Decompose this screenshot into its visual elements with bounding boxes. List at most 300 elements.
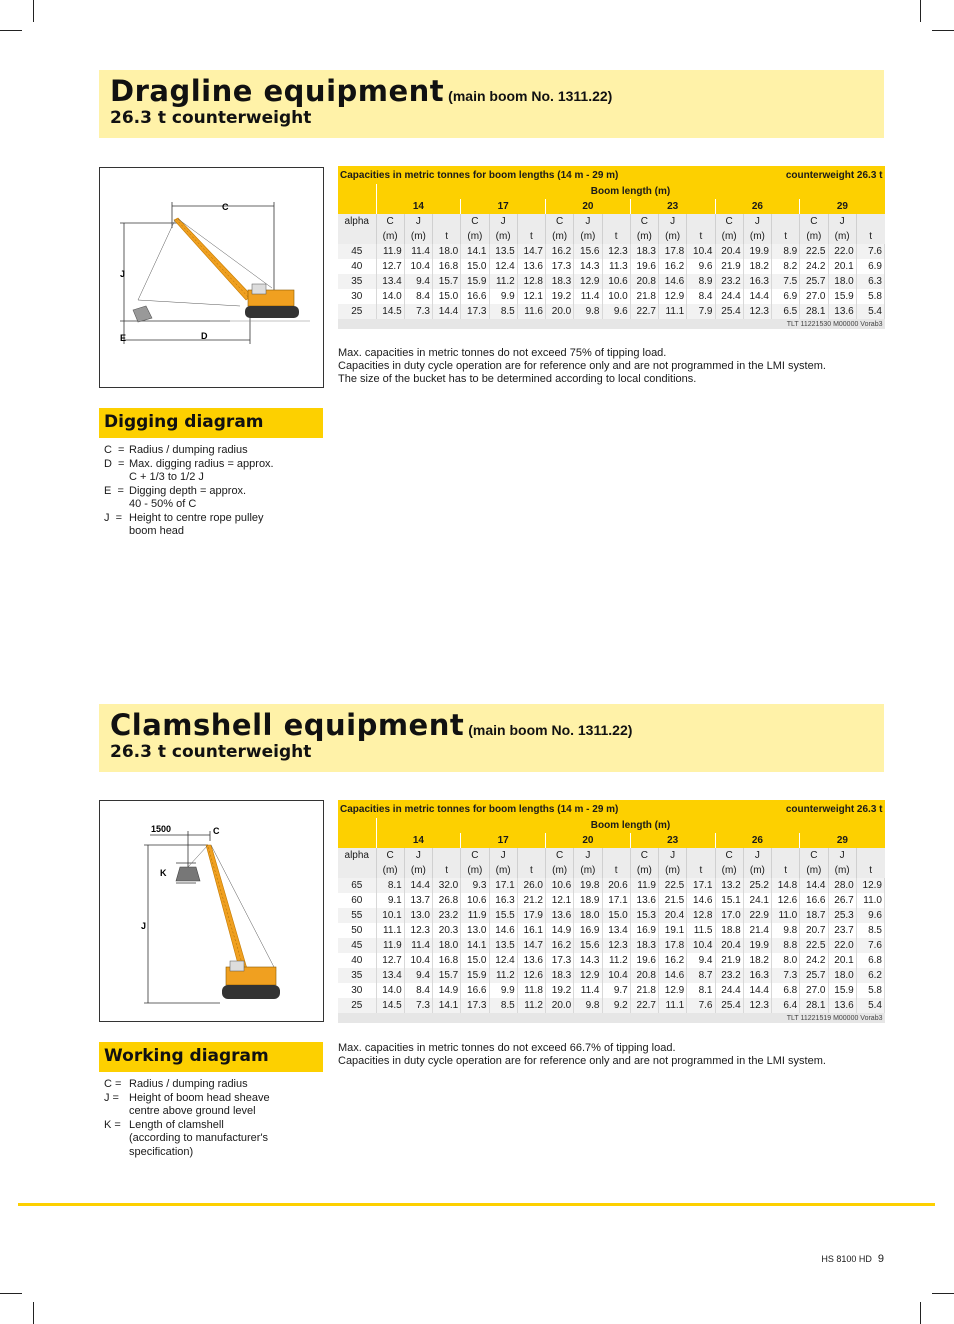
- table-cell: 18.3: [630, 938, 658, 953]
- note-line: Capacities in duty cycle operation are for reference only and are not programmed in the LMI system.: [338, 360, 826, 372]
- table-cell: 25.7: [800, 968, 828, 983]
- table-cell: 6.8: [772, 983, 800, 998]
- table-cell: 6.9: [856, 259, 884, 274]
- legend-key: [104, 525, 129, 539]
- table-cell: 8.4: [687, 289, 715, 304]
- label-c: C: [213, 826, 220, 836]
- legend-text: Radius / dumping radius: [129, 1078, 248, 1090]
- table-cell: 11.9: [630, 878, 658, 893]
- label-c: C: [222, 202, 229, 212]
- dragline-notes: [338, 347, 826, 386]
- table-cell: 11.0: [856, 893, 884, 908]
- clamshell-crane-illustration: [100, 801, 323, 1021]
- table-cell: 16.6: [461, 983, 489, 998]
- table-cell: 23.2: [715, 968, 743, 983]
- empty-cell: [338, 818, 376, 833]
- table-cell: 24.1: [743, 893, 771, 908]
- table-row: [338, 244, 885, 259]
- table-cell: 16.2: [659, 259, 687, 274]
- table-row: [338, 893, 885, 908]
- unit-label: (m): [800, 863, 828, 878]
- column-label: J: [828, 848, 856, 863]
- table-cell: 22.5: [800, 244, 828, 259]
- table-cell: 28.1: [800, 998, 828, 1013]
- table-cell: 14.5: [376, 998, 404, 1013]
- legend-key: [104, 1132, 129, 1146]
- unit-label: (m): [489, 229, 517, 244]
- table-cell: 28.1: [800, 304, 828, 319]
- unit-label: t: [602, 229, 630, 244]
- table-cell: 18.2: [743, 259, 771, 274]
- table-cell: 12.4: [489, 259, 517, 274]
- unit-label: (m): [715, 863, 743, 878]
- column-label: [433, 848, 461, 863]
- unit-label: t: [687, 863, 715, 878]
- table-cell: 21.8: [630, 289, 658, 304]
- table-cell: 13.0: [404, 908, 432, 923]
- table-cell: 14.1: [433, 998, 461, 1013]
- unit-label: t: [517, 863, 545, 878]
- table-cell: 10.6: [461, 893, 489, 908]
- unit-label: t: [856, 229, 884, 244]
- table-cell: 14.9: [546, 923, 574, 938]
- table-row: [338, 304, 885, 319]
- table-cell: 11.9: [376, 244, 404, 259]
- table-cell: 9.2: [602, 998, 630, 1013]
- table-cell: 6.9: [772, 289, 800, 304]
- table-cell: 6.5: [772, 304, 800, 319]
- table-cell: 14.4: [743, 983, 771, 998]
- clamshell-banner: [99, 704, 884, 772]
- column-label: C: [461, 214, 489, 229]
- table-cell: 19.9: [743, 244, 771, 259]
- note-line: Max. capacities in metric tonnes do not exceed 66.7% of tipping load.: [338, 1042, 676, 1054]
- table-cell: 24.2: [800, 259, 828, 274]
- table-cell: 21.9: [715, 259, 743, 274]
- column-label: J: [743, 214, 771, 229]
- table-row: [338, 953, 885, 968]
- table-cell: 17.1: [687, 878, 715, 893]
- table-cell: 13.6: [546, 908, 574, 923]
- unit-label: t: [772, 229, 800, 244]
- label-j: J: [141, 921, 147, 931]
- table-cell: 12.3: [743, 998, 771, 1013]
- table-cell: 14.0: [376, 983, 404, 998]
- unit-label: (m): [461, 229, 489, 244]
- boom-lengths-row: [338, 833, 885, 848]
- table-cell: 9.1: [376, 893, 404, 908]
- column-label: [602, 214, 630, 229]
- table-row: [338, 908, 885, 923]
- column-label: J: [489, 214, 517, 229]
- legend-key: J =: [104, 511, 123, 524]
- table-cell: 15.1: [715, 893, 743, 908]
- table-cell: 14.3: [574, 953, 602, 968]
- unit-label: (m): [404, 863, 432, 878]
- table-cell: 8.9: [772, 244, 800, 259]
- column-label: C: [376, 848, 404, 863]
- table-cell: 12.6: [772, 893, 800, 908]
- table-cell: 21.5: [659, 893, 687, 908]
- table-cell: 15.7: [433, 274, 461, 289]
- table-cell: 7.6: [687, 998, 715, 1013]
- table-cell: 13.2: [715, 878, 743, 893]
- unit-label: (m): [630, 229, 658, 244]
- boom-length-value: 29: [800, 199, 885, 214]
- unit-label: t: [772, 863, 800, 878]
- table-cell: 13.4: [602, 923, 630, 938]
- table-cell: 7.9: [687, 304, 715, 319]
- table-cell: 10.4: [687, 244, 715, 259]
- table-cell: 18.3: [630, 244, 658, 259]
- unit-label: (m): [404, 229, 432, 244]
- table-cell: 13.6: [630, 893, 658, 908]
- table-cell: 15.5: [489, 908, 517, 923]
- table-cell: 16.2: [546, 244, 574, 259]
- table-cell: 9.7: [602, 983, 630, 998]
- table-cell: 13.4: [376, 968, 404, 983]
- table-cell: 13.5: [489, 938, 517, 953]
- table-cell: 13.6: [517, 953, 545, 968]
- table-cell: 14.5: [376, 304, 404, 319]
- unit-label: t: [856, 863, 884, 878]
- unit-label: t: [433, 229, 461, 244]
- table-cell: 8.7: [687, 968, 715, 983]
- legend-text: Length of clamshell: [129, 1118, 224, 1131]
- table-cell: 11.4: [574, 289, 602, 304]
- table-cell: 16.6: [800, 893, 828, 908]
- table-cell: 12.8: [517, 274, 545, 289]
- table-cell: 18.0: [574, 908, 602, 923]
- table-cell: 19.6: [630, 953, 658, 968]
- table-cell: 32.0: [433, 878, 461, 893]
- table-row: [338, 259, 885, 274]
- table-cell: 12.8: [687, 908, 715, 923]
- crop-mark: [33, 1302, 34, 1324]
- unit-label: (m): [659, 863, 687, 878]
- table-cell: 14.1: [461, 938, 489, 953]
- table-cell: 10.6: [546, 878, 574, 893]
- column-label: C: [376, 214, 404, 229]
- boom-length-value: 14: [376, 833, 461, 848]
- table-cell: 9.4: [404, 274, 432, 289]
- clamshell-notes: [338, 1042, 826, 1068]
- table-cell: 13.4: [376, 274, 404, 289]
- table-cell: 14.6: [489, 923, 517, 938]
- table-cell: 15.9: [828, 983, 856, 998]
- table-cell: 11.9: [461, 908, 489, 923]
- legend-item: [104, 485, 324, 499]
- table-cell: 20.6: [602, 878, 630, 893]
- clamshell-subtitle: (main boom No. 1311.22): [468, 722, 633, 738]
- unit-row: [338, 229, 885, 244]
- table-cell: 12.9: [659, 289, 687, 304]
- dragline-capacity-table: [338, 166, 885, 329]
- column-label: C: [800, 848, 828, 863]
- table-cell: 18.7: [800, 908, 828, 923]
- boom-lengths-row: [338, 199, 885, 214]
- table-cell: 11.2: [489, 968, 517, 983]
- legend-item: [104, 1078, 324, 1092]
- boom-length-value: 29: [800, 833, 885, 848]
- unit-label: (m): [546, 863, 574, 878]
- table-cell: 12.3: [602, 244, 630, 259]
- alpha-value: 40: [338, 953, 376, 968]
- table-cell: 5.8: [856, 289, 884, 304]
- table-cell: 12.6: [517, 968, 545, 983]
- table-cell: 20.4: [659, 908, 687, 923]
- table-cell: 23.2: [433, 908, 461, 923]
- alpha-value: 30: [338, 289, 376, 304]
- digging-diagram-legend: [104, 444, 324, 539]
- table-cell: 16.8: [433, 953, 461, 968]
- table-caption: Capacities in metric tonnes for boom lengths (14 m - 29 m): [338, 166, 630, 184]
- table-cell: 20.7: [800, 923, 828, 938]
- table-cell: 7.6: [856, 244, 884, 259]
- legend-key: C =: [104, 444, 125, 456]
- table-cell: 23.2: [715, 274, 743, 289]
- legend-item: [104, 512, 324, 526]
- table-cell: 22.9: [743, 908, 771, 923]
- column-label: [517, 848, 545, 863]
- table-cell: 13.5: [489, 244, 517, 259]
- alpha-value: 45: [338, 938, 376, 953]
- table-cell: 19.1: [659, 923, 687, 938]
- empty-cell: [338, 199, 376, 214]
- table-cell: 11.0: [772, 908, 800, 923]
- table-cell: 13.6: [517, 259, 545, 274]
- table-cell: 18.0: [433, 938, 461, 953]
- legend-item: [104, 525, 324, 539]
- page-number: 9: [877, 1253, 884, 1265]
- working-diagram-legend: [104, 1078, 324, 1159]
- table-cell: 10.4: [602, 968, 630, 983]
- crop-mark: [33, 0, 34, 22]
- table-cell: 17.3: [546, 259, 574, 274]
- column-label: [772, 848, 800, 863]
- column-label: [602, 848, 630, 863]
- legend-item: [104, 498, 324, 512]
- table-cell: 6.2: [856, 968, 884, 983]
- table-code: TLT 11221519 M00000 Vorab3: [338, 1013, 885, 1023]
- table-cell: 28.0: [828, 878, 856, 893]
- alpha-value: 60: [338, 893, 376, 908]
- unit-label: (m): [461, 863, 489, 878]
- table-cell: 12.9: [856, 878, 884, 893]
- table-cell: 12.9: [574, 274, 602, 289]
- column-label: J: [404, 848, 432, 863]
- legend-key: [104, 1146, 129, 1160]
- table-cell: 22.0: [828, 244, 856, 259]
- table-cell: 17.9: [517, 908, 545, 923]
- table-cell: 18.2: [743, 953, 771, 968]
- label-k: K: [160, 868, 167, 878]
- table-cell: 10.4: [404, 953, 432, 968]
- legend-item: [104, 471, 324, 485]
- unit-label: (m): [828, 229, 856, 244]
- column-label: [433, 214, 461, 229]
- table-cell: 15.9: [828, 289, 856, 304]
- column-label: J: [743, 848, 771, 863]
- table-cell: 12.1: [517, 289, 545, 304]
- legend-key: D =: [104, 457, 125, 470]
- column-label: J: [659, 214, 687, 229]
- column-label: C: [715, 848, 743, 863]
- column-label: C: [461, 848, 489, 863]
- table-cell: 20.4: [715, 244, 743, 259]
- table-cell: 9.4: [687, 953, 715, 968]
- table-cell: 12.7: [376, 259, 404, 274]
- table-cell: 12.7: [376, 953, 404, 968]
- table-row: [338, 968, 885, 983]
- table-cell: 16.2: [659, 953, 687, 968]
- table-cell: 9.6: [687, 259, 715, 274]
- table-cell: 9.8: [574, 998, 602, 1013]
- table-cell: 17.0: [715, 908, 743, 923]
- table-cell: 10.4: [404, 259, 432, 274]
- table-cell: 11.4: [574, 983, 602, 998]
- label-j: J: [120, 269, 126, 279]
- table-cell: 17.8: [659, 938, 687, 953]
- table-cell: 11.1: [376, 923, 404, 938]
- crop-mark: [920, 0, 921, 22]
- legend-key: E =: [104, 484, 124, 497]
- table-cell: 12.3: [743, 304, 771, 319]
- crop-mark: [920, 1302, 921, 1324]
- table-cell: 14.9: [433, 983, 461, 998]
- table-cell: 10.1: [376, 908, 404, 923]
- table-cell: 16.6: [461, 289, 489, 304]
- empty-cell: [338, 863, 376, 878]
- table-cell: 9.3: [461, 878, 489, 893]
- table-cell: 19.9: [743, 938, 771, 953]
- table-cell: 8.1: [687, 983, 715, 998]
- clamshell-counterweight: 26.3 t counterweight: [110, 742, 312, 762]
- column-label: C: [546, 848, 574, 863]
- legend-text: Max. digging radius = approx.: [129, 457, 274, 470]
- legend-text: 40 - 50% of C: [129, 498, 197, 510]
- crop-mark: [0, 30, 22, 31]
- column-label: J: [659, 848, 687, 863]
- table-cell: 9.8: [772, 923, 800, 938]
- table-cell: 9.8: [574, 304, 602, 319]
- table-cell: 12.3: [404, 923, 432, 938]
- table-cell: 7.5: [772, 274, 800, 289]
- alpha-value: 40: [338, 259, 376, 274]
- table-cell: 24.2: [800, 953, 828, 968]
- table-cell: 11.2: [602, 953, 630, 968]
- table-cell: 16.1: [517, 923, 545, 938]
- unit-label: t: [433, 863, 461, 878]
- table-cell: 25.4: [715, 304, 743, 319]
- legend-item: [104, 1146, 324, 1160]
- table-cell: 25.7: [800, 274, 828, 289]
- table-cell: 5.8: [856, 983, 884, 998]
- legend-item: [104, 1092, 324, 1106]
- table-cell: 13.0: [461, 923, 489, 938]
- table-cell: 21.9: [715, 953, 743, 968]
- unit-label: t: [517, 229, 545, 244]
- table-cell: 15.0: [461, 953, 489, 968]
- column-label: C: [800, 214, 828, 229]
- table-cell: 8.9: [687, 274, 715, 289]
- table-cell: 18.3: [546, 274, 574, 289]
- table-cell: 11.4: [404, 938, 432, 953]
- table-cell: 24.4: [715, 983, 743, 998]
- alpha-value: 30: [338, 983, 376, 998]
- table-footer-row: [338, 319, 885, 329]
- table-row: [338, 289, 885, 304]
- table-cell: 6.3: [856, 274, 884, 289]
- column-label: [856, 214, 884, 229]
- dragline-crane-illustration: [100, 168, 323, 387]
- table-cell: 15.9: [461, 968, 489, 983]
- footer-rule: [18, 1203, 935, 1206]
- table-header-row: [338, 800, 885, 818]
- legend-item: [104, 1105, 324, 1119]
- column-label: J: [489, 848, 517, 863]
- table-cell: 9.6: [602, 304, 630, 319]
- unit-label: (m): [574, 863, 602, 878]
- label-e: E: [120, 333, 127, 343]
- table-cell: 20.3: [433, 923, 461, 938]
- note-line: The size of the bucket has to be determined according to local conditions.: [338, 373, 697, 385]
- table-cell: 26.7: [828, 893, 856, 908]
- table-cell: 7.3: [404, 304, 432, 319]
- dragline-counterweight: 26.3 t counterweight: [110, 108, 312, 128]
- legend-text: Digging depth = approx.: [129, 484, 247, 497]
- legend-item: [104, 458, 324, 472]
- table-cell: 14.7: [517, 244, 545, 259]
- unit-label: (m): [828, 863, 856, 878]
- table-cell: 20.4: [715, 938, 743, 953]
- table-cell: 10.4: [687, 938, 715, 953]
- table-cell: 10.0: [602, 289, 630, 304]
- digging-diagram-heading: Digging diagram: [99, 408, 323, 438]
- boom-length-value: 14: [376, 199, 461, 214]
- unit-label: (m): [800, 229, 828, 244]
- boom-length-value: 26: [715, 833, 800, 848]
- table-cell: 18.0: [828, 968, 856, 983]
- table-cell: 5.4: [856, 304, 884, 319]
- boom-length-value: 26: [715, 199, 800, 214]
- column-label: [517, 214, 545, 229]
- table-cell: 15.6: [574, 244, 602, 259]
- table-cell: 14.7: [517, 938, 545, 953]
- table-cell: 14.0: [376, 289, 404, 304]
- table-cell: 12.9: [574, 968, 602, 983]
- table-cell: 13.6: [828, 304, 856, 319]
- unit-label: t: [687, 229, 715, 244]
- table-cell: 17.3: [546, 953, 574, 968]
- table-cell: 8.5: [489, 304, 517, 319]
- table-cell: 6.4: [772, 998, 800, 1013]
- table-cell: 20.0: [546, 998, 574, 1013]
- column-label: C: [715, 214, 743, 229]
- page-footer: [821, 1253, 884, 1265]
- column-label: [856, 848, 884, 863]
- alpha-value: 65: [338, 878, 376, 893]
- unit-label: (m): [630, 863, 658, 878]
- table-cell: 15.0: [461, 259, 489, 274]
- table-cell: 14.4: [743, 289, 771, 304]
- clamshell-diagram: [99, 800, 324, 1022]
- table-counterweight: counterweight 26.3 t: [630, 166, 884, 184]
- table-footer-row: [338, 1013, 885, 1023]
- table-cell: 16.3: [743, 274, 771, 289]
- crop-mark: [932, 1293, 954, 1294]
- column-label: J: [404, 214, 432, 229]
